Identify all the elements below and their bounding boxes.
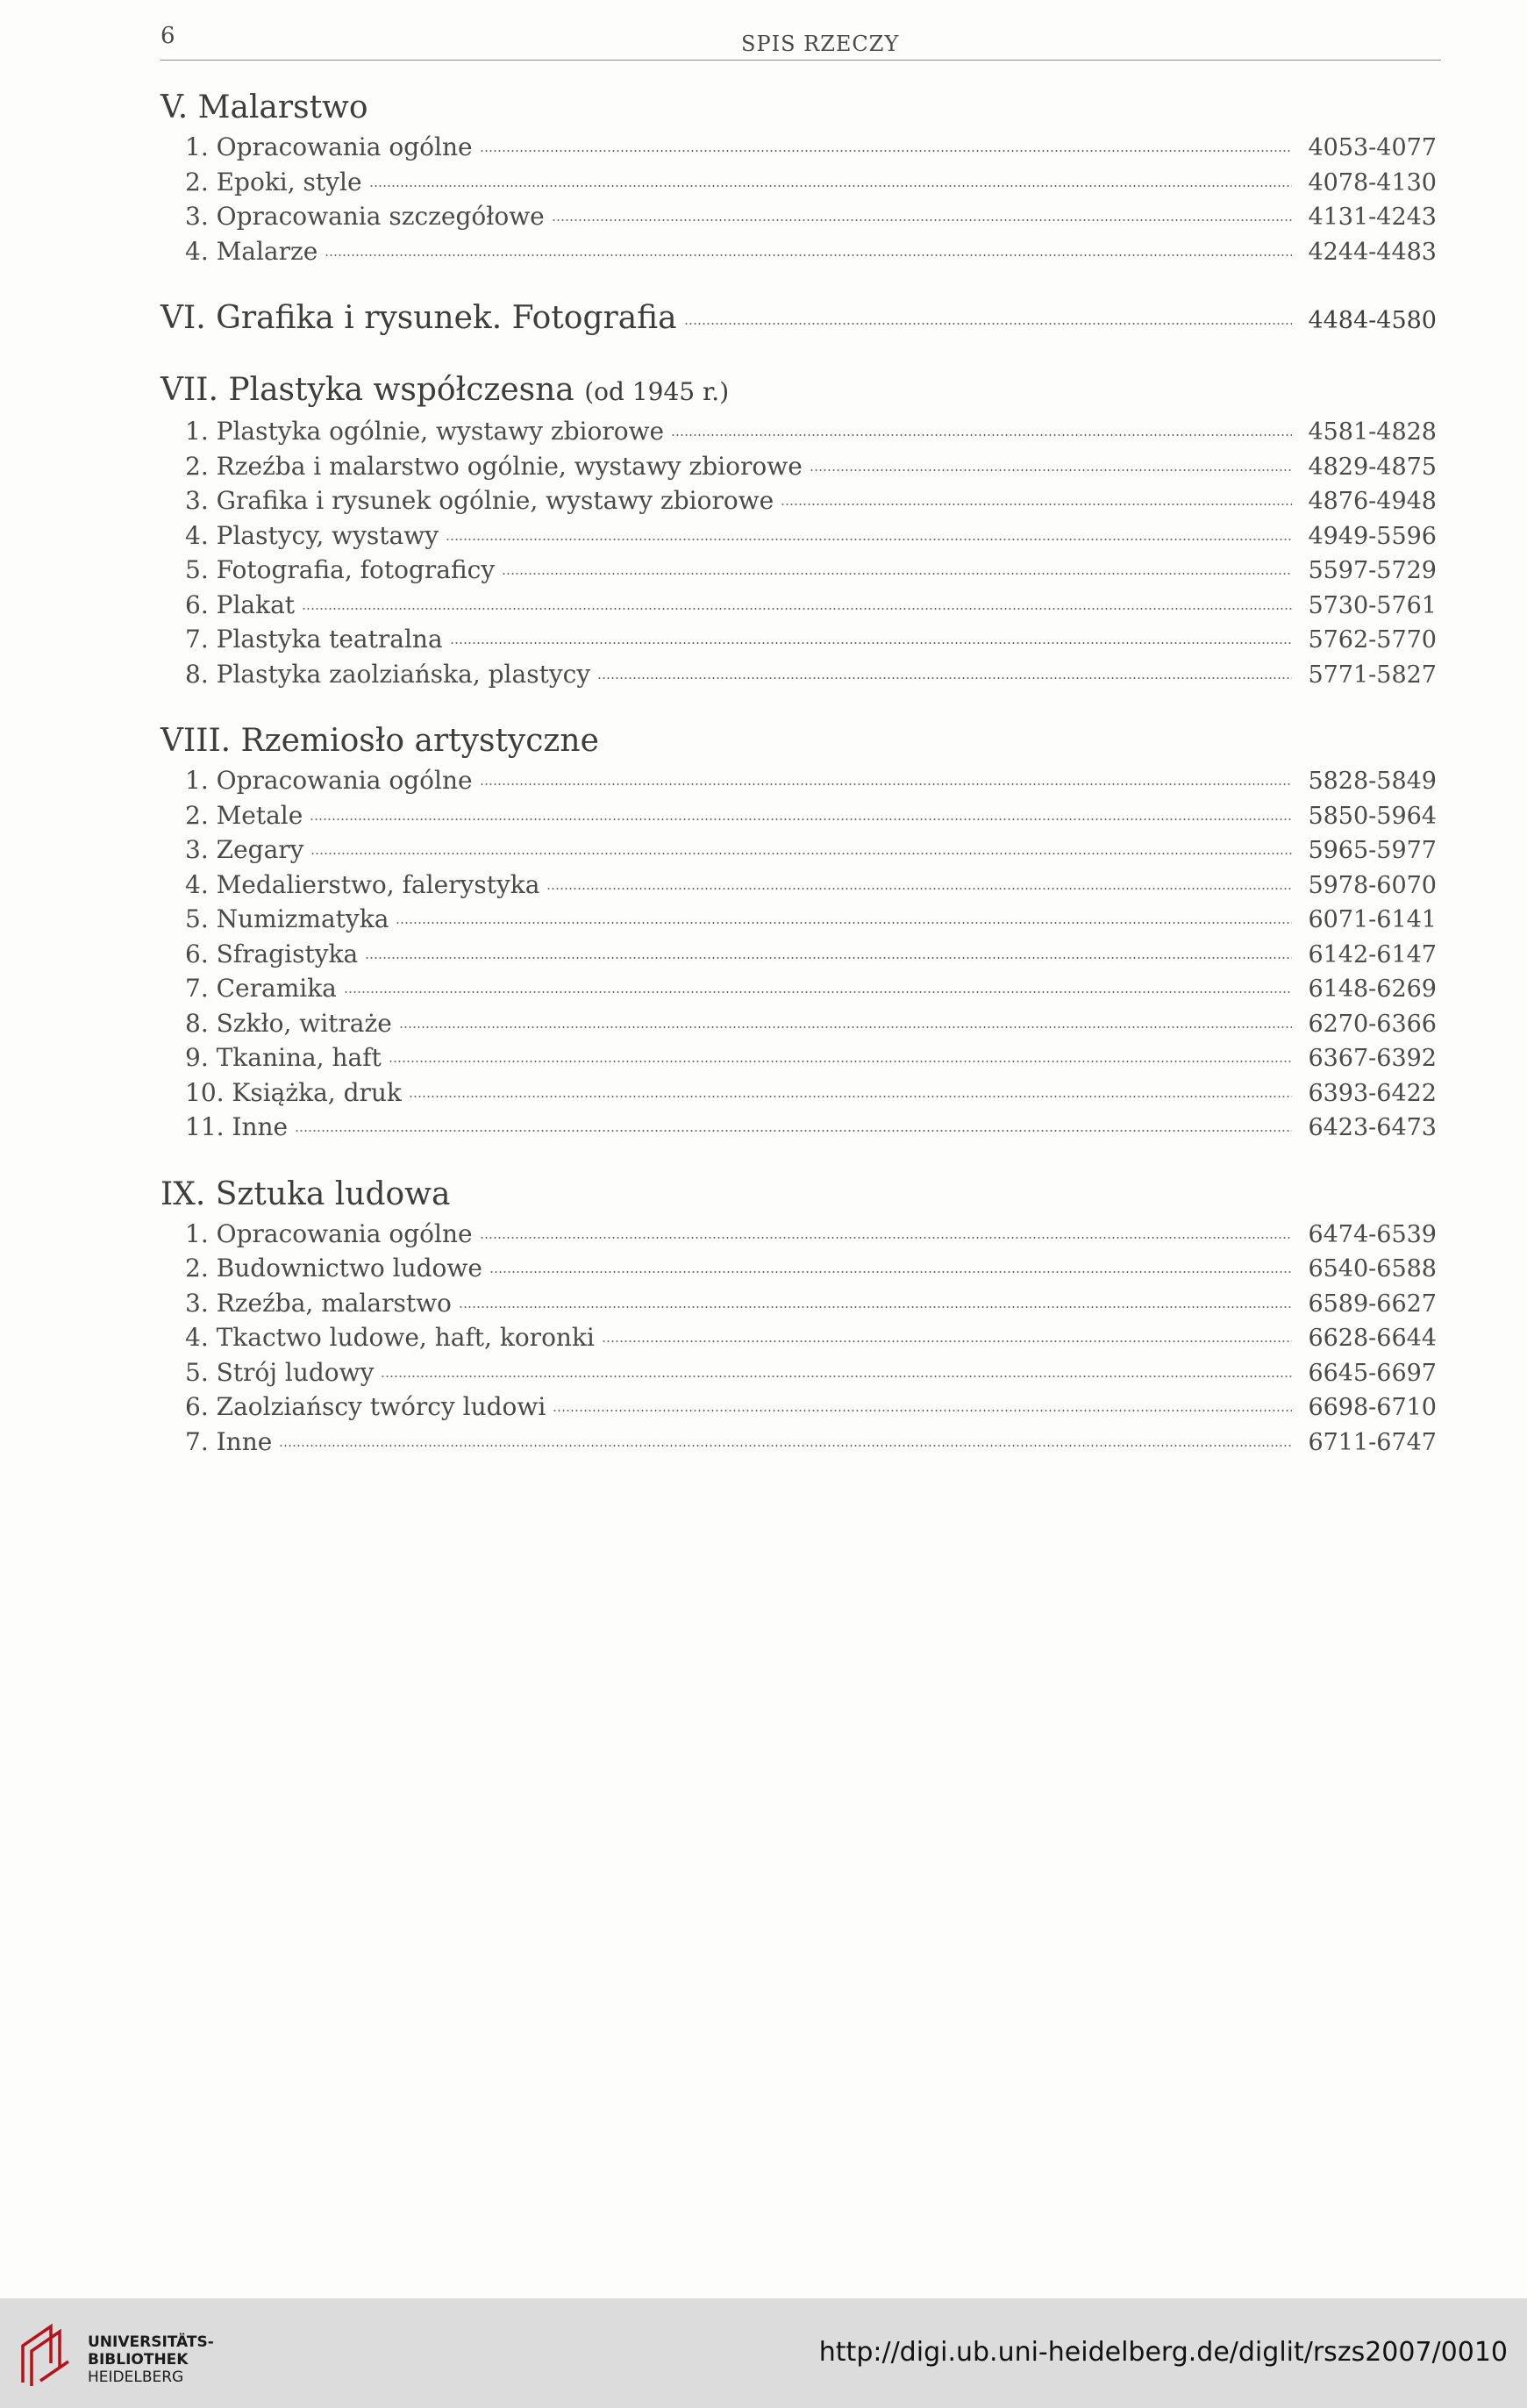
toc-entry	[161, 798, 1437, 833]
dot-leader	[344, 991, 1292, 993]
entry-range: 6393-6422	[1308, 1079, 1437, 1107]
page-number: 6	[161, 23, 175, 49]
dot-leader	[553, 1410, 1292, 1411]
entry-label: 3. Grafika i rysunek ogólnie, wystawy zbiorowe	[185, 486, 774, 515]
toc-entry	[161, 657, 1437, 692]
toc-entry	[161, 234, 1437, 269]
logo-line-1: UNIVERSITÄTS-	[88, 2333, 214, 2351]
section-title: IX. Sztuka ludowa	[161, 1175, 451, 1212]
toc-section	[161, 368, 1437, 691]
dot-leader	[446, 539, 1292, 540]
dot-leader	[489, 1271, 1292, 1273]
entry-label: 2. Rzeźba i malarstwo ogólnie, wystawy zbiorowe	[185, 451, 803, 481]
running-header: SPIS RZECZY	[741, 32, 900, 56]
entry-range: 4829-4875	[1308, 453, 1437, 481]
entry-label: 2. Metale	[185, 800, 303, 830]
entry-label: 11. Inne	[185, 1112, 289, 1141]
dot-leader	[409, 1096, 1292, 1097]
footer-bar	[0, 2298, 1527, 2408]
toc-section	[161, 297, 1437, 340]
entry-label: 3. Opracowania szczegółowe	[185, 202, 545, 231]
entry-range: 5597-5729	[1308, 557, 1437, 584]
entry-label: 1. Opracowania ogólne	[185, 766, 473, 795]
dot-leader	[381, 1375, 1292, 1377]
section-title-row	[161, 368, 1437, 414]
entry-range: 6711-6747	[1308, 1428, 1437, 1456]
dot-leader	[310, 818, 1292, 820]
toc-entry	[161, 1110, 1437, 1145]
section-title: VI. Grafika i rysunek. Fotografia	[161, 300, 677, 336]
entry-range: 6589-6627	[1308, 1290, 1437, 1318]
entry-label: 2. Budownictwo ludowe	[185, 1254, 482, 1283]
entry-label: 3. Zegary	[185, 835, 304, 864]
entry-range: 4053-4077	[1308, 134, 1437, 161]
toc-entry	[161, 902, 1437, 937]
entry-label: 7. Ceramika	[185, 974, 337, 1003]
logo-line-3: HEIDELBERG	[88, 2369, 184, 2386]
entry-range: 6071-6141	[1308, 906, 1437, 933]
logo-line-2: BIBLIOTHEK	[88, 2351, 189, 2369]
entry-range: 6628-6644	[1308, 1325, 1437, 1352]
dot-leader	[450, 642, 1292, 644]
entry-range: 6148-6269	[1308, 975, 1437, 1003]
toc-entry	[161, 414, 1437, 449]
section-range: 4484-4580	[1308, 307, 1437, 334]
toc-entry	[161, 588, 1437, 623]
toc-entry	[161, 1286, 1437, 1321]
header-rule	[161, 60, 1441, 61]
toc-entry	[161, 1075, 1437, 1111]
dot-leader	[389, 1061, 1292, 1062]
toc-entry	[161, 1320, 1437, 1355]
entry-range: 6645-6697	[1308, 1359, 1437, 1387]
toc-entry	[161, 622, 1437, 657]
entry-label: 1. Opracowania ogólne	[185, 132, 473, 161]
section-gap	[161, 268, 1437, 297]
section-title-row	[161, 86, 1437, 130]
toc-entry	[161, 1390, 1437, 1425]
dot-leader	[546, 888, 1292, 890]
dot-leader	[502, 573, 1292, 575]
dot-leader	[310, 853, 1292, 854]
entry-label: 10. Książka, druk	[185, 1077, 402, 1107]
section-gap	[161, 691, 1437, 719]
entry-label: 8. Plastyka zaolziańska, plastycy	[185, 659, 591, 689]
entry-range: 4078-4130	[1308, 168, 1437, 196]
entry-label: 1. Plastyka ogólnie, wystawy zbiorowe	[185, 417, 665, 446]
toc-section	[161, 1173, 1437, 1460]
toc-entry	[161, 1251, 1437, 1286]
toc-entry	[161, 763, 1437, 798]
entry-label: 7. Plastyka teatralna	[185, 625, 443, 654]
dot-leader	[781, 504, 1292, 505]
toc-entry	[161, 1425, 1437, 1460]
entry-label: 6. Plakat	[185, 589, 296, 619]
section-title: VII. Plastyka współczesna	[161, 372, 574, 408]
source-url[interactable]: http://digi.ub.uni-heidelberg.de/diglit/rszs2007/0010	[818, 2337, 1508, 2368]
entry-range: 5730-5761	[1308, 591, 1437, 619]
dot-leader	[279, 1445, 1292, 1447]
toc-entry	[161, 199, 1437, 234]
entry-range: 6540-6588	[1308, 1255, 1437, 1283]
dot-leader	[810, 469, 1292, 471]
dot-leader	[369, 185, 1292, 187]
entry-range: 6142-6147	[1308, 940, 1437, 968]
toc-entry	[161, 165, 1437, 200]
entry-range: 5771-5827	[1308, 661, 1437, 689]
toc-entry	[161, 1355, 1437, 1390]
toc-entry	[161, 868, 1437, 903]
entry-range: 5850-5964	[1308, 802, 1437, 830]
toc-entry	[161, 1006, 1437, 1041]
entry-range: 6270-6366	[1308, 1010, 1437, 1038]
toc-entry	[161, 971, 1437, 1006]
dot-leader	[480, 1237, 1292, 1239]
entry-label: 4. Plastycy, wystawy	[185, 520, 439, 550]
dot-leader	[399, 1026, 1292, 1028]
toc-entry	[161, 832, 1437, 868]
toc-entry	[161, 1217, 1437, 1252]
entry-range: 6367-6392	[1308, 1045, 1437, 1072]
entry-range: 5978-6070	[1308, 871, 1437, 899]
section-title-row	[161, 297, 1437, 340]
section-gap	[161, 340, 1437, 368]
toc-entry	[161, 937, 1437, 972]
section-note: (od 1945 r.)	[584, 377, 730, 406]
entry-range: 5965-5977	[1308, 837, 1437, 864]
entry-label: 9. Tkanina, haft	[185, 1043, 382, 1072]
entry-range: 6698-6710	[1308, 1394, 1437, 1421]
dot-leader	[459, 1306, 1292, 1308]
section-title: VIII. Rzemiosło artystyczne	[161, 723, 599, 759]
table-of-contents	[161, 86, 1437, 1459]
entry-label: 5. Strój ludowy	[185, 1357, 375, 1387]
toc-entry	[161, 130, 1437, 165]
entry-label: 2. Epoki, style	[185, 167, 362, 196]
toc-entry	[161, 1040, 1437, 1075]
entry-range: 4581-4828	[1308, 418, 1437, 446]
entry-label: 6. Zaolziańscy twórcy ludowi	[185, 1392, 546, 1421]
dot-leader	[480, 150, 1292, 152]
entry-range: 4131-4243	[1308, 204, 1437, 231]
entry-range: 6474-6539	[1308, 1220, 1437, 1248]
entry-label: 6. Sfragistyka	[185, 939, 359, 968]
toc-entry	[161, 553, 1437, 588]
entry-label: 4. Medalierstwo, falerystyka	[185, 869, 540, 899]
toc-entry	[161, 518, 1437, 554]
entry-label: 4. Tkactwo ludowe, haft, koronki	[185, 1323, 595, 1352]
entry-label: 7. Inne	[185, 1426, 273, 1456]
entry-label: 4. Malarze	[185, 236, 318, 266]
entry-range: 5828-5849	[1308, 768, 1437, 795]
dot-leader	[325, 254, 1292, 256]
section-gap	[161, 1145, 1437, 1173]
entry-range: 4244-4483	[1308, 238, 1437, 266]
entry-range: 6423-6473	[1308, 1114, 1437, 1141]
entry-label: 5. Fotografia, fotograficy	[185, 555, 496, 584]
dot-leader	[671, 434, 1292, 436]
dot-leader	[295, 1130, 1292, 1132]
toc-section	[161, 86, 1437, 268]
dot-leader	[396, 922, 1292, 924]
entry-range: 5762-5770	[1308, 626, 1437, 654]
dot-leader	[302, 608, 1292, 610]
dot-leader	[480, 783, 1292, 785]
section-title: V. Malarstwo	[161, 89, 368, 125]
entry-range: 4876-4948	[1308, 488, 1437, 515]
entry-label: 3. Rzeźba, malarstwo	[185, 1288, 452, 1318]
dot-leader	[602, 1340, 1292, 1342]
library-logo-text	[88, 2333, 214, 2386]
dot-leader	[684, 323, 1292, 325]
section-title-row	[161, 719, 1437, 763]
section-title-row	[161, 1173, 1437, 1217]
entry-label: 5. Numizmatyka	[185, 904, 389, 933]
dot-leader	[597, 677, 1292, 679]
entry-label: 1. Opracowania ogólne	[185, 1218, 473, 1248]
toc-section	[161, 719, 1437, 1145]
toc-entry	[161, 483, 1437, 518]
ub-heidelberg-logo-icon	[16, 2319, 77, 2390]
toc-entry	[161, 449, 1437, 484]
entry-range: 4949-5596	[1308, 522, 1437, 550]
entry-label: 8. Szkło, witraże	[185, 1008, 392, 1038]
dot-leader	[365, 957, 1292, 959]
dot-leader	[552, 219, 1292, 221]
